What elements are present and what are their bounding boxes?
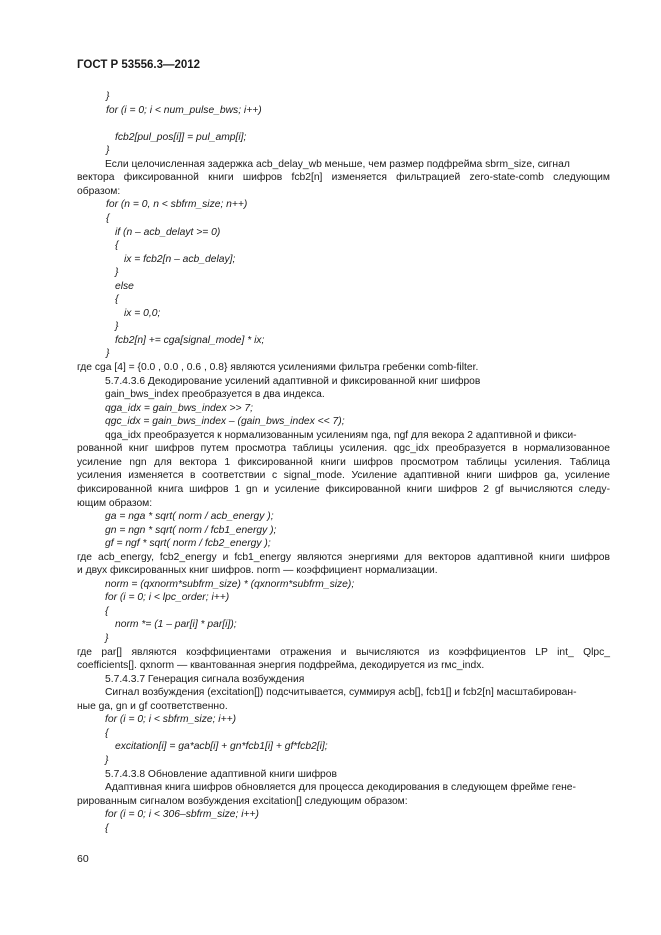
code-line: fcb2[pul_pos[i]] = pul_amp[i]; <box>115 131 247 143</box>
text-line: ные ga, gn и gf соответственно. <box>77 700 228 712</box>
code-line: { <box>105 822 109 834</box>
code-line: excitation[i] = ga*acb[i] + gn*fcb1[i] + gf*fcb2[i]; <box>115 741 328 753</box>
text-line: усиления изменяется в соответствии с signal_mode. Усиление адаптивной книги шифров ga, усиление <box>77 470 610 482</box>
text-line: рованной книг шифров путем просмотра таблицы усиления. qgc_idx преобразуется в нормализованное <box>77 443 610 455</box>
code-line: { <box>106 212 110 224</box>
code-line: for (i = 0; i < num_pulse_bws; i++) <box>106 104 262 116</box>
text-line: вектора фиксированной книги шифров fcb2[n] изменяется фильтрацией zero-state-comb следующим <box>77 172 610 184</box>
text-line: Сигнал возбуждения (excitation[]) подсчитывается, суммируя acb[], fcb1[] и fcb2[n] масштабирован- <box>105 687 577 699</box>
text-line: ющим образом: <box>77 497 153 509</box>
code-line: qgc_idx = gain_bws_index – (gain_bws_index << 7); <box>105 416 345 428</box>
text-line: 5.7.4.3.7 Генерация сигнала возбуждения <box>105 673 305 685</box>
code-line: } <box>106 348 110 360</box>
code-line: if (n – acb_delayt >= 0) <box>115 226 221 238</box>
code-line: ix = fcb2[n – acb_delay]; <box>124 253 236 265</box>
text-line: и двух фиксированных книг шифров. norm — коэффициент нормализации. <box>77 565 438 577</box>
text-line: Адаптивная книга шифров обновляется для процесса декодирования в следующем фрейме гене- <box>105 782 576 794</box>
code-line: { <box>115 240 119 252</box>
code-line: norm *= (1 – par[i] * par[i]); <box>115 619 237 631</box>
code-line: { <box>105 727 109 739</box>
text-line: 5.7.4.3.8 Обновление адаптивной книги шифров <box>105 768 337 780</box>
code-line: for (i = 0; i < lpc_order; i++) <box>105 592 230 604</box>
code-line: for (n = 0, n < sbfrm_size; n++) <box>106 199 248 211</box>
text-line: Если целочисленная задержка acb_delay_wb меньше, чем размер подфрейма sbrm_size, сигнал <box>105 158 570 170</box>
page-number: 60 <box>77 853 89 865</box>
text-line: 5.7.4.3.6 Декодирование усилений адаптивной и фиксированной книг шифров <box>105 375 481 387</box>
text-line: рированным сигналом возбуждения excitation[] следующим образом: <box>77 795 408 807</box>
code-line: for (i = 0; i < 306–sbfrm_size; i++) <box>105 809 259 821</box>
code-line: } <box>105 633 109 644</box>
text-line: qga_idx преобразуется к нормализованным усилениям nga, ngf для векора 2 адаптивной и фикси- <box>105 429 577 441</box>
code-line: gn = ngn * sqrt( norm / fcb1_energy ); <box>105 524 277 536</box>
code-line: fcb2[n] += cga[signal_mode] * ix; <box>115 334 265 346</box>
text-line: фиксированной книга шифров 1 gn и усиление фиксированной книги шифров 2 gf вычисляются следу- <box>77 483 610 495</box>
text-line: coefficients[]. qxnorm — квантованная энергия подфрейма, декодируется из rмс_indx. <box>77 660 485 672</box>
code-line: else <box>115 280 134 292</box>
code-line: ga = nga * sqrt( norm / acb_energy ); <box>105 511 274 523</box>
code-line: norm = (qxnorm*subfrm_size) * (qxnorm*subfrm_size); <box>105 578 355 590</box>
text-line: где acb_energy, fcb2_energy и fcb1_energy являются энергиями для векторов адаптивной книги шифров <box>77 551 610 563</box>
code-line: } <box>106 91 110 102</box>
code-line: { <box>115 294 119 306</box>
text-line: gain_bws_index преобразуется в два индекса. <box>105 389 325 401</box>
code-line: } <box>105 754 109 766</box>
text-line: где cga [4] = {0.0 , 0.0 , 0.6 , 0.8} являются усилениями фильтра гребенки comb-filter. <box>77 362 479 373</box>
code-line: { <box>105 605 109 617</box>
text-line: усиление ngn для вектора 1 фиксированной книги шифров просмотром таблицы усиления. Таблица <box>77 456 610 468</box>
code-line: qga_idx = gain_bws_index >> 7; <box>105 402 253 414</box>
document-header: ГОСТ Р 53556.3—2012 <box>77 59 201 71</box>
code-line: } <box>115 267 119 279</box>
code-line: gf = ngf * sqrt( norm / fcb2_energy ); <box>105 538 271 550</box>
code-line: ix = 0,0; <box>124 307 161 319</box>
code-line: for (i = 0; i < sbfrm_size; i++) <box>105 714 237 726</box>
text-line: где par[] являются коэффициентами отражения и вычисляются из коэффициентов LP int_ Qlpc_ <box>77 646 610 658</box>
text-line: образом: <box>77 185 121 197</box>
code-line: } <box>115 321 119 333</box>
code-line: } <box>106 145 110 157</box>
